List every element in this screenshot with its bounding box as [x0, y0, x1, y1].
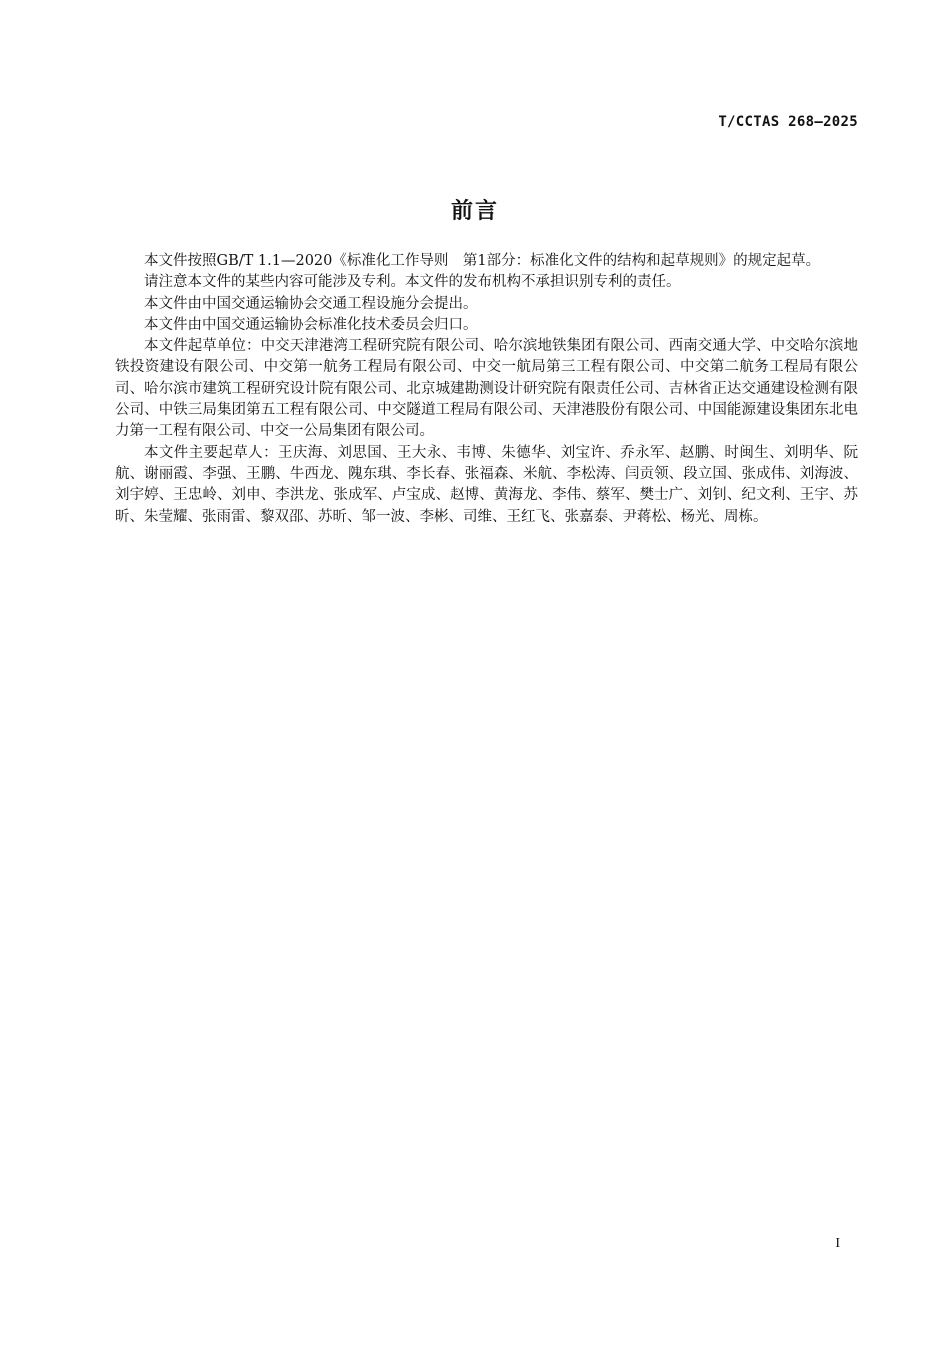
paragraph-patent-notice: 请注意本文件的某些内容可能涉及专利。本文件的发布机构不承担识别专利的责任。 [144, 274, 681, 291]
page-number: I [835, 1236, 840, 1251]
paragraph-drafting-units: 本文件起草单位：中交天津港湾工程研究院有限公司、哈尔滨地铁集团有限公司、西南交通大学、中交哈尔滨地铁投资建设有限公司、中交第一航务工程局有限公司、中交一航局第三工程有限公司、中交第二航务工程局有限公司、哈尔滨市建筑工程研究设计院有限公司、北京城建勘测设计研究院有限责任公司、吉林省正达交通建设检测有限公司、中铁三局集团第五工程有限公司、中交隧道工程局有限公司、天津港股份有限公司、中国能源建设集团东北电力第一工程有限公司、中交一公局集团有限公司。 [115, 338, 858, 440]
paragraph-administrator: 本文件由中国交通运输协会标准化技术委员会归口。 [144, 316, 478, 333]
document-code: T/CCTAS 268—2025 [718, 114, 858, 130]
foreword-body [115, 251, 858, 528]
paragraph-proposer: 本文件由中国交通运输协会交通工程设施分会提出。 [144, 295, 478, 312]
paragraph-main-drafters: 本文件主要起草人：王庆海、刘思国、王大永、韦博、朱德华、刘宝许、乔永军、赵鹏、时闽生、刘明华、阮航、谢丽霞、李强、王鹏、牛西龙、隗东琪、李长春、张福森、米航、李松涛、闫贡领、段立国、张成伟、刘海波、刘宇婷、王忠岭、刘申、李洪龙、张成军、卢宝成、赵博、黄海龙、李伟、蔡军、樊士广、刘钊、纪文利、王宇、苏昕、朱莹耀、张雨雷、黎双邵、苏昕、邹一波、李彬、司维、王红飞、张嘉泰、尹蒋松、杨光、周栋。 [115, 444, 858, 525]
paragraph-drafting-rules: 本文件按照GB/T 1.1—2020《标准化工作导则 第1部分：标准化文件的结构和起草规则》的规定起草。 [144, 253, 821, 269]
page-title: 前言 [450, 199, 499, 224]
